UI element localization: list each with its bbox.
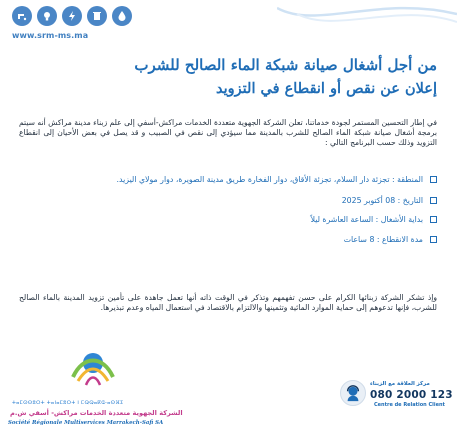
recycling-icon (87, 6, 107, 26)
website-url[interactable]: www.srm-ms.ma (12, 31, 89, 40)
date-text: التاريخ : 08 أكتوبر 2025 (341, 195, 423, 205)
energy-icon (62, 6, 82, 26)
company-name-arabic: الشركة الجهوية متعددة الخدمات مراكش- أسفي ش.م (10, 409, 183, 417)
closing-paragraph: وإذ تشكر الشركة زبنائها الكرام على حسن تفهمهم وتذكر في الوقت ذاته أنها تعمل جاهدة على تأمين تزويد المدينة بالماء الصالح للشرب، فإنها تدعوهم إلى حماية الموارد المائية وتثمينها والالتزام بالاقتصاد في استعمال المياه وعدم تبذيرها. (19, 293, 437, 313)
checkbox-bullet-icon (430, 176, 437, 183)
checkbox-bullet-icon (430, 197, 437, 204)
company-logo (18, 347, 168, 401)
headset-agent-icon (340, 380, 366, 406)
checkbox-bullet-icon (430, 216, 437, 223)
customer-center-title: مركز العلاقة مع الزبناء (370, 381, 430, 387)
zone-text: المنطقة : تجزئة دار السلام، تجزئة الأقاق، دوار الفخارة طريق مدينة الصويرة، دوار مولاي اليزيد. (116, 175, 423, 184)
drop-icon (112, 6, 132, 26)
start-time-text: بداية الأشغال : الساعة العاشرة ليلاً (310, 215, 423, 224)
water-tap-icon (12, 6, 32, 26)
list-item (42, 175, 437, 186)
wave-decoration (277, 0, 457, 40)
list-item (42, 215, 437, 226)
checkbox-bullet-icon (430, 236, 437, 243)
schedule-list (42, 175, 437, 254)
service-icons (12, 6, 132, 26)
headline-main: من أجل أشغال صيانة شبكة الماء الصالح للشرب (134, 56, 437, 74)
duration-text: مدة الانقطاع : 8 ساعات (343, 234, 423, 244)
headline-sub: إعلان عن نقص أو انقطاع في التزويد (216, 80, 437, 97)
intro-paragraph: في إطار التحسين المستمر لجودة خدماتنا، تعلن الشركة الجهوية متعددة الخدمات مراكش-أسفي إلى علم زبناء مدينة مراكش أنه سيتم برمجة أشغال صيانة شبكة الماء الصالح للشرب بالمدينة مما سيؤدي إلى نقص في الصبيب و قد يصل في بعض الأحيان إلى انقطاع التزويد وذلك حسب البرنامج التالي : (19, 118, 437, 148)
list-item (42, 196, 437, 207)
company-name-french: Société Régionale Multiservices Marrakech-Safi SA (8, 420, 164, 426)
company-name-tifinagh: ⵜⴰⵎⵙⵙⵓⵔⵜ ⵜⴰⵏⴰⵎⵓⵔⵜ ⵏ ⵎⵕⵕⴰⴽⵛ-ⴰⵙⴼⵉ (12, 400, 124, 406)
list-item (42, 235, 437, 246)
customer-center-label: Centre de Relation Client (374, 402, 445, 408)
customer-center-phone[interactable]: 080 2000 123 (370, 389, 453, 401)
lightbulb-icon (37, 6, 57, 26)
